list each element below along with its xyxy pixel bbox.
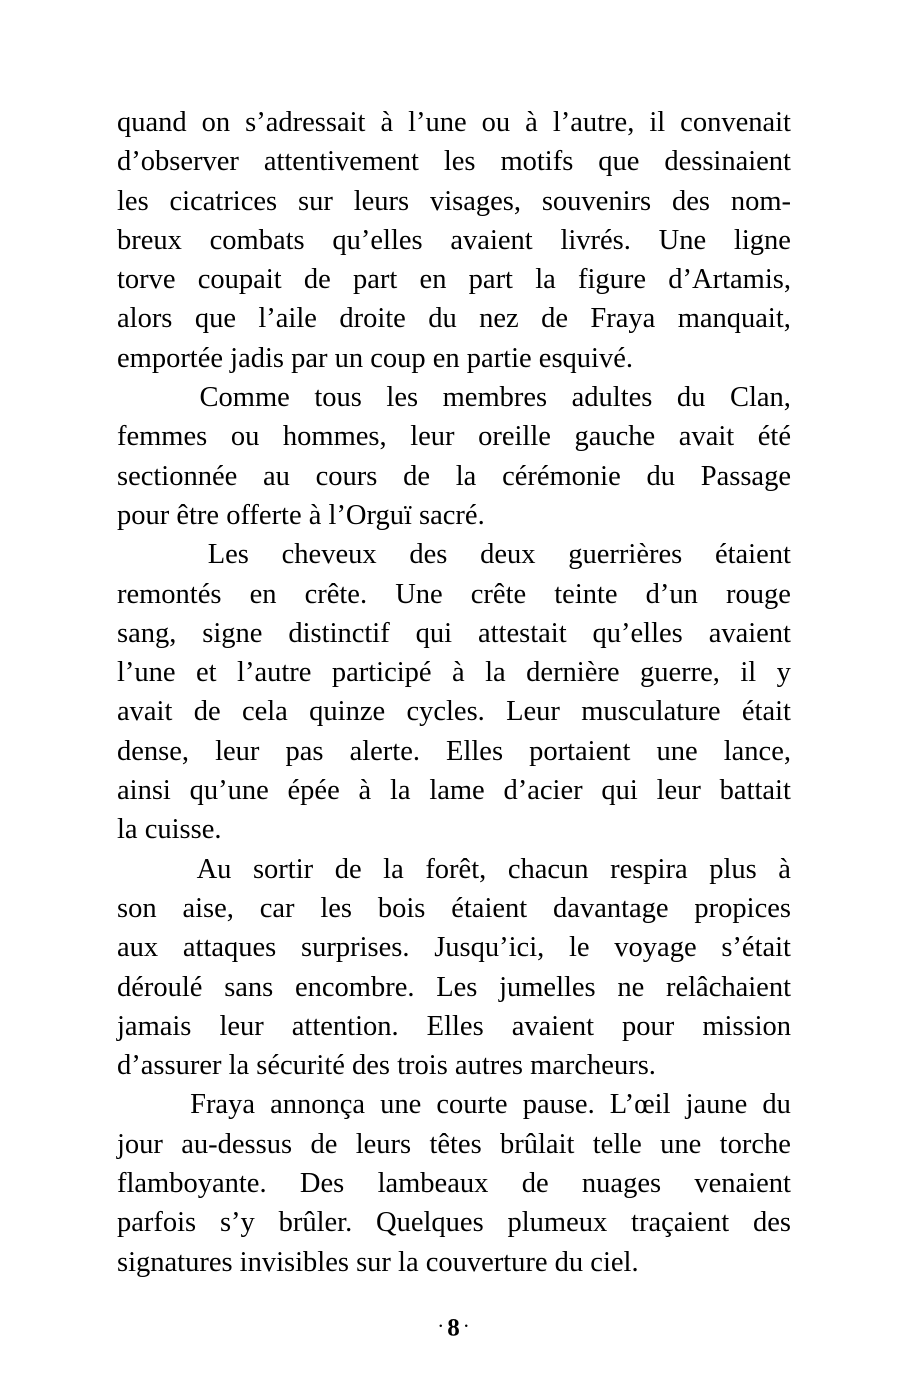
text-word: son [117,892,157,924]
text-word: qui [601,775,638,807]
text-line [117,299,791,338]
text-word: bois [377,892,426,924]
text-word: d’observer [117,146,239,178]
text-word: l’aile [258,303,317,335]
text-word: Passage [700,460,791,492]
text-word: parfois [117,1207,197,1239]
text-word: une [380,1089,422,1121]
text-word: ainsi [117,775,171,807]
text-word: d’un [645,578,698,610]
text-word: cérémonie [502,460,621,492]
text-word: à [380,107,394,138]
text-line [117,928,791,967]
text-word: étaient [714,539,791,571]
text-word: leur [410,421,455,453]
text-word: combats [209,224,305,256]
text-word: Une [395,578,443,610]
text-word: épée [287,775,340,807]
text-word: droite [339,303,406,335]
text-word: la cuisse. [117,814,222,846]
text-word: Fraya [590,303,656,335]
text-word: qu’elles [332,224,423,256]
text-line [117,496,791,535]
text-word: aise, [182,892,234,924]
text-word: adultes [571,382,653,414]
text-word: guerre, [639,657,720,689]
text-word: à [525,107,538,138]
text-word: car [259,892,295,924]
text-word: leurs [355,1128,412,1160]
text-word: cicatrices [169,185,278,217]
text-word: Au [196,853,232,885]
paragraph-indent [117,378,175,417]
text-word: il [740,657,757,689]
text-word: attestait [477,617,567,649]
text-line [117,1203,791,1242]
text-word: que [194,303,236,335]
text-word: jaune [685,1089,748,1121]
text-word: Jusqu’ici, [434,932,545,964]
text-word: s’adressait [245,107,366,138]
text-line [117,417,791,456]
text-word: de [403,460,431,492]
text-line [117,968,791,1007]
text-word: on [201,107,231,138]
text-word: courte [436,1089,508,1121]
text-word: de [310,1128,338,1160]
text-word: figure [578,264,647,296]
text-word: pour [622,1010,675,1042]
text-word: leur [219,1010,264,1042]
text-word: Une [658,224,707,256]
text-word: sur [297,185,333,217]
text-word: pas [285,735,324,767]
text-word: à [778,853,791,885]
text-word: étaient [451,892,528,924]
text-word: attaques [182,932,277,964]
text-line [117,142,791,181]
text-word: il [649,107,666,138]
text-word: telle [592,1128,642,1160]
text-word: la [455,460,477,492]
text-word: avaient [511,1010,594,1042]
text-line [117,1164,791,1203]
page-body-text [117,103,791,1282]
text-line [117,771,791,810]
text-line [117,810,791,849]
text-word: ou [230,421,260,453]
folio-number: 8 [447,1314,463,1342]
text-word: au-dessus [181,1128,293,1160]
text-word: propices [694,892,791,924]
text-word: du [762,1089,791,1121]
text-line [117,457,791,496]
text-word: au [263,460,290,492]
text-word: convenait [680,107,791,138]
text-word: plus [709,853,757,885]
text-word: deux [480,539,536,571]
text-word: la [389,775,411,807]
text-word: s’était [721,932,791,964]
text-word: manquait, [677,303,791,335]
text-word: torve [117,264,176,296]
text-word: de [521,1168,549,1200]
text-word: pour être offerte à l’Orguï sacré. [117,499,485,531]
text-word: en [419,264,447,296]
text-word: alors [117,303,173,335]
text-word: emportée jadis par un coup en partie esquivé. [117,342,633,374]
text-word: leurs [353,185,410,217]
text-word: été [757,421,791,453]
text-word: Des [299,1168,345,1200]
text-word: plumeux [507,1207,608,1239]
text-word: nom- [730,185,791,217]
text-word: et [196,657,217,689]
text-word: voyage [614,932,697,964]
text-word: quand [117,107,187,138]
text-word: l’autre, [552,107,635,138]
text-line [117,889,791,928]
text-word: crête. [304,578,368,610]
text-word: signe [202,617,263,649]
text-word: visages, [429,185,521,217]
text-word: remontés [117,578,222,610]
text-word: l’une [408,107,467,138]
text-word: sortir [252,853,314,885]
text-word: Leur [506,696,560,728]
text-line [117,260,791,299]
page-number-folio [0,1310,910,1345]
text-word: l’autre [237,657,312,689]
text-word: breux [117,224,182,256]
text-line [117,221,791,260]
text-word: annonça [270,1089,366,1121]
text-word: de [541,303,568,335]
text-word: tous [314,382,362,414]
text-word: jumelles [499,971,596,1003]
text-line [117,1125,791,1164]
folio-right-ornament: · [462,1314,473,1338]
paragraph-indent [117,1085,175,1124]
text-word: dense, [117,735,190,767]
text-word: torche [719,1128,791,1160]
text-line [117,732,791,771]
text-word: oreille [478,421,551,453]
text-word: forêt, [425,853,487,885]
text-word: de [334,853,362,885]
text-word: brûlait [500,1128,575,1160]
text-word: sectionnée [117,460,238,492]
text-word: guerrières [568,539,683,571]
text-word: des [671,185,710,217]
paragraph-indent [117,535,175,574]
text-word: déroulé [117,971,203,1003]
text-word: têtes [429,1128,482,1160]
text-word: pause. [522,1089,595,1121]
text-word: avait [678,421,735,453]
text-line [117,182,791,221]
text-word: le [568,932,590,964]
text-word: cours [315,460,378,492]
text-word: cheveux [281,539,377,571]
text-word: à [452,657,465,689]
text-word: l’une [117,657,176,689]
text-word: ou [481,107,511,138]
text-word: cycles. [406,696,485,728]
text-word: flamboyante. [117,1168,267,1200]
text-word: L’œil [609,1089,671,1121]
text-word: du [646,460,675,492]
text-word: Comme [199,382,290,414]
text-word: attentivement [263,146,419,178]
text-word: jamais [117,1010,192,1042]
text-line [117,103,791,142]
text-word: Les [207,539,249,571]
text-word: d’acier [503,775,583,807]
text-word: participé [331,657,432,689]
text-word: de [303,264,331,296]
text-word: Elles [426,1010,484,1042]
text-word: qui [415,617,453,649]
text-line [117,339,791,378]
text-word: surprises. [301,932,410,964]
text-word: sang, [117,617,177,649]
text-word: une [660,1128,702,1160]
text-word: était [741,696,791,728]
text-word: part [468,264,513,296]
text-word: en [249,578,277,610]
text-word: portaient [529,735,631,767]
text-line [117,653,791,692]
text-line [117,1085,791,1124]
text-word: la [485,657,506,689]
text-word: d’assurer la sécurité des trois autres marcheurs. [117,1050,656,1082]
text-line [117,1007,791,1046]
text-word: la [383,853,404,885]
text-word: teinte [554,578,618,610]
text-word: leur [656,775,701,807]
text-word: alerte. [349,735,420,767]
text-word: davantage [553,892,669,924]
text-word: Clan, [729,382,791,414]
text-line [117,692,791,731]
text-word: la [535,264,556,296]
text-word: brûler. [278,1207,353,1239]
text-word: hommes, [282,421,387,453]
text-word: femmes [117,421,208,453]
text-word: de [193,696,221,728]
text-word: du [676,382,706,414]
text-word: d’Artamis, [668,264,791,296]
text-line [117,575,791,614]
text-word: une [656,735,698,767]
text-word: respira [610,853,688,885]
text-word: rouge [726,578,791,610]
text-word: avaient [708,617,791,649]
text-word: des [752,1207,791,1239]
text-word: motifs [500,146,574,178]
text-word: qu’elles [592,617,683,649]
text-word: distinctif [288,617,390,649]
text-word: avait [117,696,173,728]
text-word: les [320,892,353,924]
text-word: sans [224,971,274,1003]
text-word: les [386,382,419,414]
text-word: des [409,539,448,571]
text-word: les [443,146,476,178]
text-line [117,535,791,574]
text-word: encombre. [295,971,415,1003]
text-word: ligne [733,224,791,256]
text-word: les [117,185,149,217]
text-word: membres [442,382,548,414]
text-word: chacun [507,853,589,885]
text-word: battait [719,775,791,807]
text-word: du [428,303,457,335]
text-word: coupait [197,264,282,296]
text-word: crête [470,578,527,610]
text-word: ne [617,971,645,1003]
text-word: lambeaux [377,1168,489,1200]
text-word: nez [479,303,519,335]
text-word: venaient [694,1168,791,1200]
text-word: dernière [526,657,620,689]
text-word: souvenirs [541,185,652,217]
text-line [117,1243,791,1282]
text-word: musculature [581,696,721,728]
text-word: nuages [581,1168,662,1200]
text-word: Elles [446,735,504,767]
text-word: leur [215,735,260,767]
text-word: à [358,775,372,807]
text-word: y [776,657,791,689]
text-word: Quelques [376,1207,484,1239]
text-line [117,614,791,653]
text-word: avaient [450,224,533,256]
text-word: signatures invisibles sur la couverture du ciel. [117,1246,639,1278]
text-line [117,378,791,417]
text-word: traçaient [631,1207,730,1239]
text-word: aux [117,932,159,964]
text-word: lance, [723,735,791,767]
text-word: que [598,146,640,178]
text-word: part [353,264,398,296]
text-word: lame [429,775,485,807]
text-word: attention. [291,1010,399,1042]
text-word: mission [702,1010,791,1042]
paragraph-indent [117,850,175,889]
text-word: jour [117,1128,163,1160]
text-line [117,1046,791,1085]
text-word: s’y [219,1207,255,1239]
text-line [117,850,791,889]
text-word: relâchaient [666,971,791,1003]
text-word: gauche [574,421,656,453]
text-word: Fraya [190,1089,255,1121]
text-word: Les [436,971,478,1003]
text-word: quinze [309,696,386,728]
text-word: dessinaient [664,146,791,178]
text-word: qu’une [189,775,269,807]
text-word: livrés. [560,224,631,256]
folio-left-ornament: · [437,1314,448,1338]
text-word: cela [241,696,288,728]
